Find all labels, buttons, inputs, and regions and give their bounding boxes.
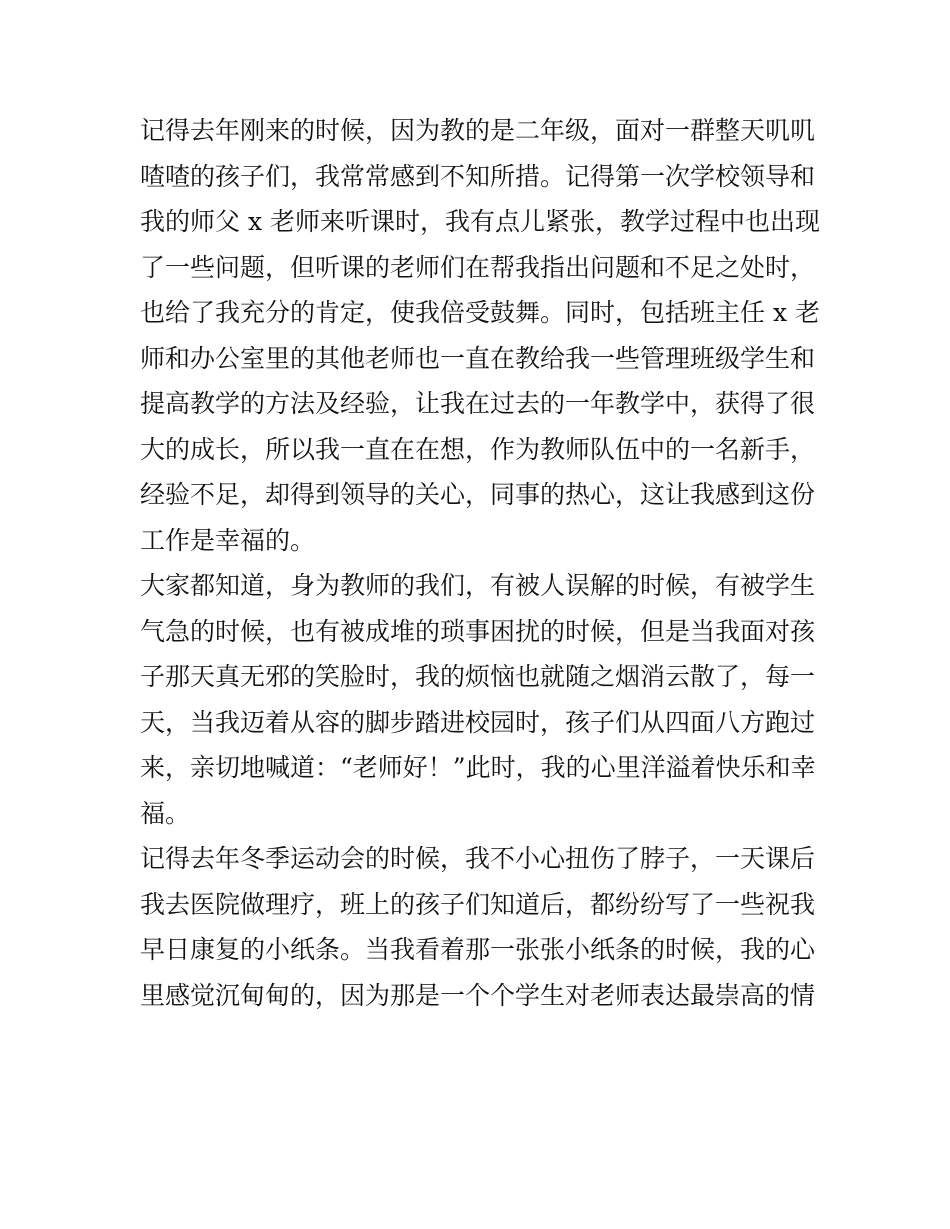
- text-line: 大的成长，所以我一直在在想，作为教师队伍中的一名新手，: [140, 434, 816, 464]
- text-line: 提高教学的方法及经验，让我在过去的一年教学中，获得了很: [140, 389, 816, 418]
- text-line: 了一些问题，但听课的老师们在帮我指出问题和不足之处时，: [140, 252, 816, 282]
- text-line: 里感觉沉甸甸的，因为那是一个个学生对老师表达最崇高的情: [140, 980, 816, 1010]
- text-line: 也给了我充分的肯定，使我倍受鼓舞。同时，包括班主任 x 老: [140, 298, 820, 327]
- text-line: 气急的时候，也有被成堆的琐事困扰的时候，但是当我面对孩: [140, 616, 816, 646]
- text-line: 经验不足，却得到领导的关心，同事的热心，这让我感到这份: [140, 480, 816, 509]
- text-line: 我去医院做理疗，班上的孩子们知道后，都纷纷写了一些祝我: [140, 889, 816, 919]
- text-line: 天，当我迈着从容的脚步踏进校园时，孩子们从四面八方跑过: [140, 707, 816, 737]
- text-line: 工作是幸福的。: [140, 525, 316, 555]
- text-line: 喳喳的孩子们，我常常感到不知所措。记得第一次学校领导和: [140, 161, 816, 191]
- text-line: 我的师父 x 老师来听课时，我有点儿紧张，教学过程中也出现: [140, 207, 820, 236]
- text-line: 记得去年冬季运动会的时候，我不小心扭伤了脖子，一天课后: [140, 844, 816, 873]
- text-line: 大家都知道，身为教师的我们，有被人误解的时候，有被学生: [140, 571, 816, 600]
- text-line: 记得去年刚来的时候，因为教的是二年级，面对一群整天叽叽: [140, 116, 816, 145]
- body-text: [140, 108, 820, 1018]
- text-line: 来，亲切地喊道：“老师好！”此时，我的心里洋溢着快乐和幸: [140, 753, 816, 782]
- text-line: 师和办公室里的其他老师也一直在教给我一些管理班级学生和: [140, 343, 816, 373]
- text-line: 子那天真无邪的笑脸时，我的烦恼也就随之烟消云散了，每一: [140, 662, 816, 691]
- text-line: 福。: [140, 798, 191, 828]
- text-line: 早日康复的小纸条。当我看着那一张张小纸条的时候，我的心: [140, 935, 816, 964]
